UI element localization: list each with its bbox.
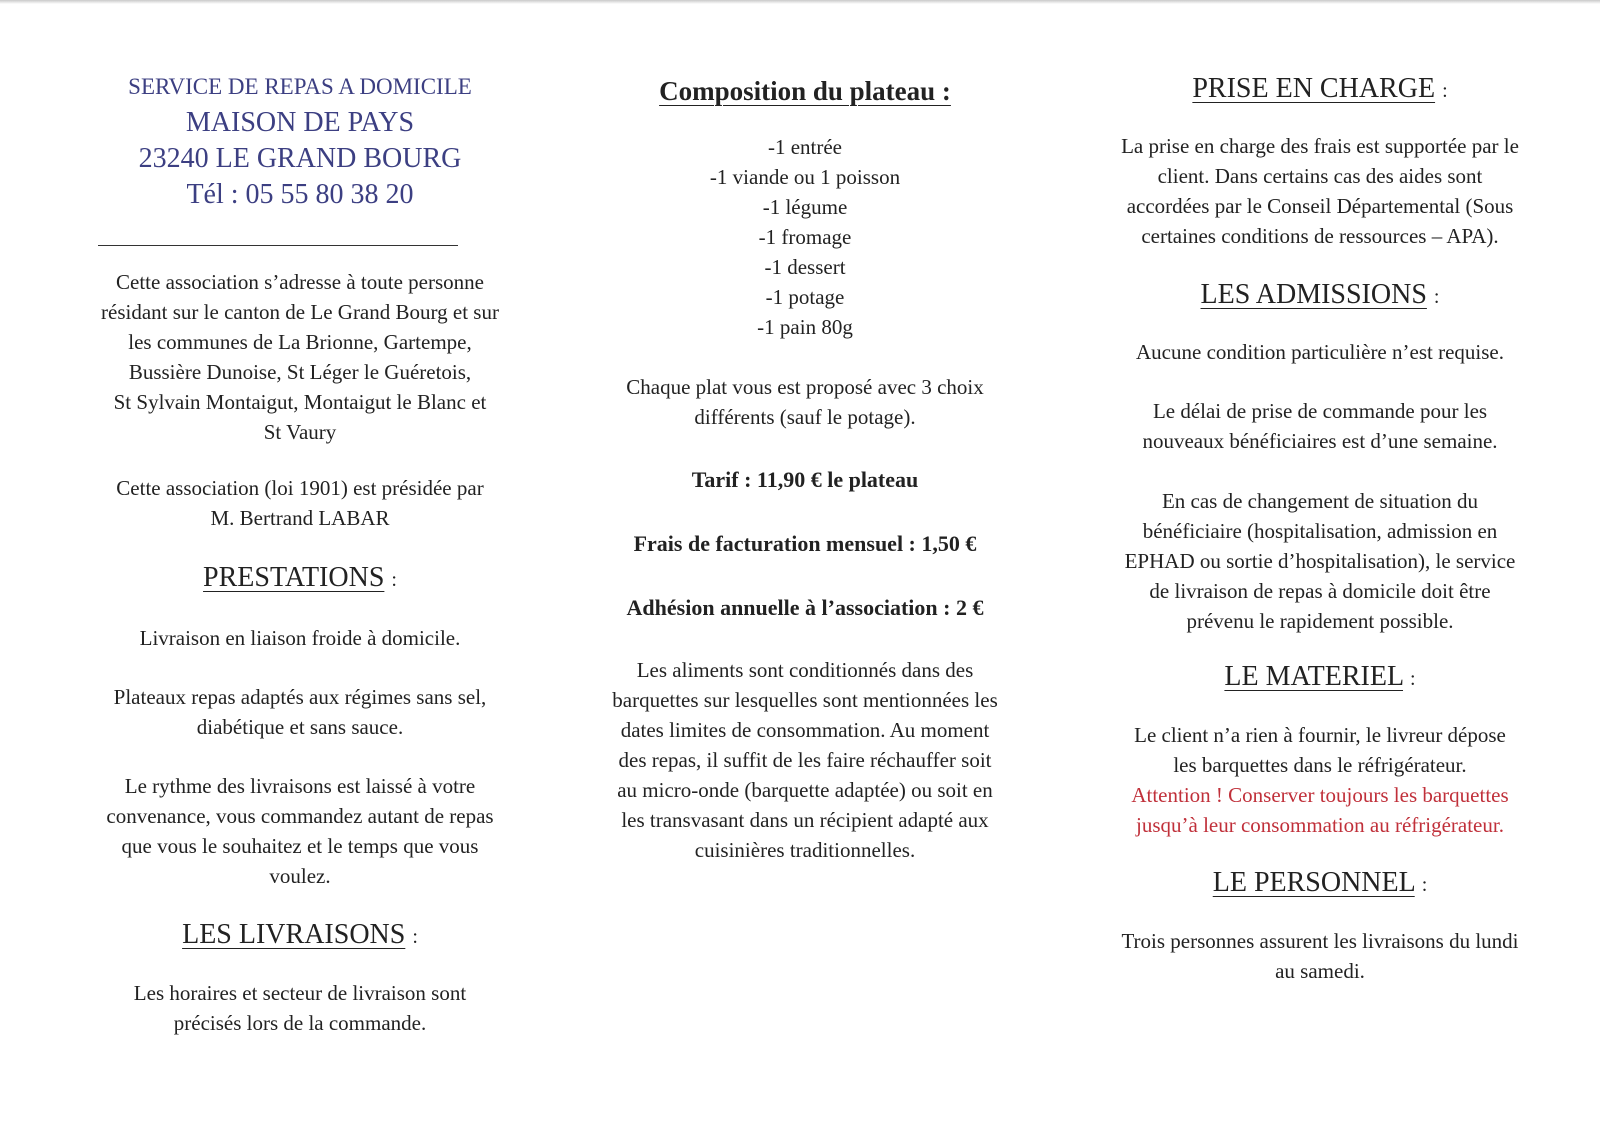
- materiel-text: [1060, 720, 1580, 840]
- prestations-delivery: Livraison en liaison froide à domicile.: [139, 626, 461, 650]
- heading-colon: :: [1410, 668, 1416, 690]
- personnel-line: Trois personnes assurent les livraisons du lundi: [1121, 929, 1519, 953]
- personnel-title: LE PERSONNEL: [1212, 867, 1415, 898]
- change-line: EPHAD ou sortie d’hospitalisation), le service: [1124, 549, 1516, 573]
- frais-line: Frais de facturation mensuel : 1,50 €: [633, 531, 977, 556]
- materiel-line: les barquettes dans le réfrigérateur.: [1173, 753, 1467, 777]
- prestations-diets: [45, 682, 555, 742]
- president-line: Cette association (loi 1901) est présidée par: [116, 476, 484, 500]
- livraisons-line: Les horaires et secteur de livraison sont: [133, 981, 467, 1005]
- choice-line: différents (sauf le potage).: [694, 405, 916, 429]
- list-item: -1 dessert: [764, 255, 846, 279]
- personnel-heading: [1060, 866, 1580, 902]
- org-address-line: 23240 LE GRAND BOURG: [138, 143, 462, 174]
- prise-heading: [1060, 72, 1580, 108]
- aliments-paragraph: [565, 655, 1045, 865]
- prise-line: La prise en charge des frais est supportée par le: [1121, 134, 1519, 158]
- heading-colon: :: [1442, 80, 1448, 102]
- aliments-line: dates limites de consommation. Au moment: [620, 718, 990, 742]
- heading-colon: :: [1433, 286, 1440, 308]
- prestations-heading: [45, 561, 555, 597]
- org-phone-line: Tél : 05 55 80 38 20: [186, 179, 414, 210]
- warning-line: jusqu’à leur consommation au réfrigérateur.: [1136, 813, 1504, 837]
- header-divider: [98, 245, 458, 246]
- admissions-condition: Aucune condition particulière n’est requise.: [1136, 340, 1504, 364]
- heading-colon: :: [1421, 874, 1428, 896]
- tarif-line: Tarif : 11,90 € le plateau: [691, 467, 919, 492]
- aliments-line: Les aliments sont conditionnés dans des: [636, 658, 974, 682]
- intro-line: St Sylvain Montaigut, Montaigut le Blanc et: [113, 390, 487, 414]
- diets-line: diabétique et sans sauce.: [196, 715, 404, 739]
- prestations-title: PRESTATIONS: [203, 562, 385, 593]
- intro-line: Bussière Dunoise, St Léger le Guéretois,: [128, 360, 472, 384]
- list-item: -1 pain 80g: [757, 315, 853, 339]
- prise-title: PRISE EN CHARGE: [1192, 73, 1436, 104]
- org-name-line: MAISON DE PAYS: [185, 107, 415, 138]
- materiel-title: LE MATERIEL: [1224, 661, 1404, 692]
- list-item: -1 viande ou 1 poisson: [709, 165, 901, 189]
- heading-colon: :: [391, 569, 397, 591]
- materiel-line: Le client n’a rien à fournir, le livreur dépose: [1134, 723, 1506, 747]
- personnel-line: au samedi.: [1275, 959, 1365, 983]
- rhythm-line: que vous le souhaitez et le temps que vous: [121, 834, 479, 858]
- intro-paragraph: [45, 267, 555, 447]
- materiel-heading: [1060, 660, 1580, 696]
- livraisons-line: précisés lors de la commande.: [173, 1011, 427, 1035]
- change-line: En cas de changement de situation du: [1161, 489, 1479, 513]
- composition-heading: [565, 74, 1045, 108]
- scan-edge: [0, 0, 1600, 4]
- personnel-text: [1060, 926, 1580, 986]
- president-paragraph: [45, 473, 555, 533]
- org-service-line: SERVICE DE REPAS A DOMICILE: [128, 74, 472, 99]
- intro-line: résidant sur le canton de Le Grand Bourg et sur: [101, 300, 499, 324]
- admissions-heading: [1060, 278, 1580, 314]
- aliments-line: des repas, il suffit de les faire réchauffer soit: [618, 748, 992, 772]
- change-line: prévenu le rapidement possible.: [1186, 609, 1454, 633]
- aliments-line: barquettes sur lesquelles sont mentionnées les: [612, 688, 998, 712]
- rhythm-line: convenance, vous commandez autant de repas: [106, 804, 494, 828]
- rhythm-line: Le rythme des livraisons est laissé à votre: [124, 774, 476, 798]
- composition-title: Composition du plateau :: [659, 76, 951, 106]
- aliments-line: au micro-onde (barquette adaptée) ou soit en: [617, 778, 993, 802]
- admissions-delay: [1060, 396, 1580, 456]
- warning-line: Attention ! Conserver toujours les barquettes: [1131, 783, 1509, 807]
- list-item: -1 fromage: [758, 225, 852, 249]
- rhythm-line: voulez.: [269, 864, 331, 888]
- choice-line: Chaque plat vous est proposé avec 3 choix: [626, 375, 984, 399]
- livraisons-title: LES LIVRAISONS: [182, 919, 406, 950]
- delay-line: nouveaux bénéficiaires est d’une semaine.: [1142, 429, 1498, 453]
- choice-paragraph: [565, 372, 1045, 432]
- prise-line: certaines conditions de ressources – APA).: [1141, 224, 1499, 248]
- change-line: bénéficiaire (hospitalisation, admission en: [1142, 519, 1498, 543]
- admissions-title: LES ADMISSIONS: [1200, 279, 1427, 310]
- aliments-line: cuisinières traditionnelles.: [694, 838, 916, 862]
- livraisons-text: [45, 978, 555, 1038]
- prise-line: accordées par le Conseil Départemental (Sous: [1126, 194, 1514, 218]
- adhesion-line: Adhésion annuelle à l’association : 2 €: [626, 595, 984, 620]
- intro-line: les communes de La Brionne, Gartempe,: [128, 330, 472, 354]
- president-line: M. Bertrand LABAR: [210, 506, 390, 530]
- list-item: -1 potage: [765, 285, 845, 309]
- change-line: de livraison de repas à domicile doit être: [1149, 579, 1491, 603]
- prise-text: [1060, 131, 1580, 251]
- list-item: -1 entrée: [767, 135, 843, 159]
- heading-colon: :: [412, 926, 418, 948]
- prise-line: client. Dans certains cas des aides sont: [1157, 164, 1483, 188]
- admissions-change: [1060, 486, 1580, 636]
- delay-line: Le délai de prise de commande pour les: [1152, 399, 1488, 423]
- aliments-line: les transvasant dans un récipient adapté aux: [621, 808, 989, 832]
- diets-line: Plateaux repas adaptés aux régimes sans sel,: [113, 685, 487, 709]
- list-item: -1 légume: [762, 195, 848, 219]
- plateau-items-list: [565, 132, 1045, 342]
- intro-line: Cette association s’adresse à toute personne: [116, 270, 484, 294]
- intro-line: St Vaury: [263, 420, 337, 444]
- prestations-rhythm: [45, 771, 555, 891]
- livraisons-heading: [45, 918, 555, 954]
